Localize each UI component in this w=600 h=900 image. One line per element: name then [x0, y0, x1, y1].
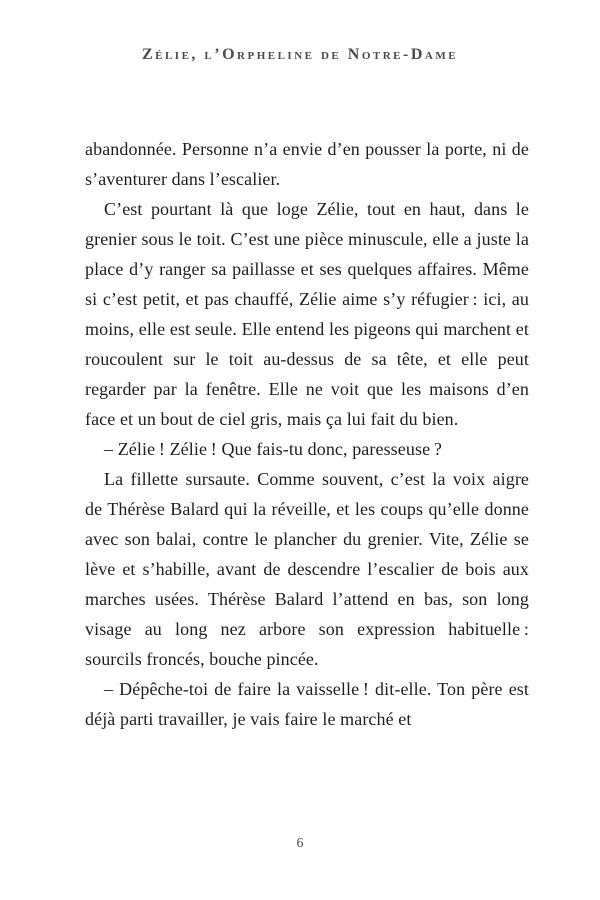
- page-number: 6: [296, 836, 304, 851]
- running-header-title: Zélie, l’Orpheline de Notre-Dame: [141, 46, 459, 63]
- dialogue-paragraph: – Zélie ! Zélie ! Que fais-tu donc, paresseuse ?: [104, 439, 442, 459]
- page-body: [85, 134, 529, 734]
- paragraph: La fillette sursaute. Comme souvent, c’est la voix aigre de Thérèse Balard qui la réveille, et les coups qu’elle donne avec son balai, contre le plancher du grenier. Vite, Zélie se lève et s’habille, avant de descendre l’escalier de bois aux marches usées. Thérèse Balard l’attend en bas, son long visage au long nez arbore son expression habituelle : sourcils froncés, bouche pincée.: [85, 469, 529, 669]
- paragraph: abandonnée. Personne n’a envie d’en pousser la porte, ni de s’aventurer dans l’escalier.: [85, 139, 529, 189]
- paragraph: C’est pourtant là que loge Zélie, tout en haut, dans le grenier sous le toit. C’est une pièce minuscule, elle a juste la place d’y ranger sa paillasse et ses quelques affaires. Même si c’est petit, et pas chauffé, Zélie aime s’y réfugier : ici, au moins, elle est seule. Elle entend les pigeons qui marchent et roucoulent sur le toit au-dessus de sa tête, et elle peut regarder par la fenêtre. Elle ne voit que les maisons d’en face et un bout de ciel gris, mais ça lui fait du bien.: [85, 199, 529, 429]
- dialogue-paragraph: – Dépêche-toi de faire la vaisselle ! dit-elle. Ton père est déjà parti travailler, je vais faire le marché et: [85, 679, 529, 729]
